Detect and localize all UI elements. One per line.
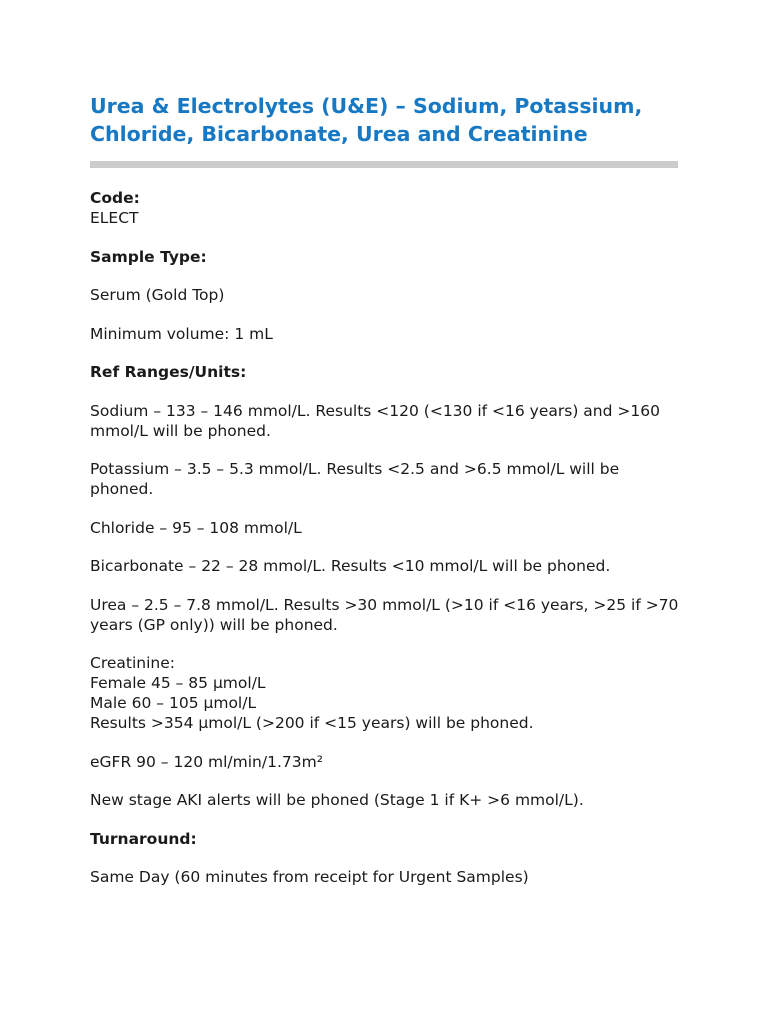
sample-type-label: Sample Type: [90,247,207,266]
ref-range-chloride: Chloride – 95 – 108 mmol/L [90,518,302,537]
code-value: ELECT [90,209,139,227]
ref-ranges-label: Ref Ranges/Units: [90,363,247,381]
ref-range-potassium: Potassium – 3.5 – 5.3 mmol/L. Results <2.5 and >6.5 mmol/L will be phoned. [90,460,620,498]
ref-range-bicarbonate: Bicarbonate – 22 – 28 mmol/L. Results <10 mmol/L will be phoned. [90,557,611,575]
creatinine-results: Results >354 µmol/L (>200 if <15 years) will be phoned. [90,714,534,732]
ref-range-egfr: eGFR 90 – 120 ml/min/1.73m² [90,752,323,771]
ref-range-urea: Urea – 2.5 – 7.8 mmol/L. Results >30 mmol/L (>10 if <16 years, >25 if >70 years (GP only)) will be phoned. [90,595,679,634]
sample-type-label-section [90,247,680,267]
code-label: Code: [90,189,140,207]
ref-range-creatinine [90,653,680,733]
document-page [90,93,680,906]
sample-type-tube: Serum (Gold Top) [90,286,225,304]
creatinine-male: Male 60 – 105 µmol/L [90,694,257,712]
sample-min-volume: Minimum volume: 1 mL [90,324,273,343]
code-section [90,188,680,228]
aki-alert-note: New stage AKI alerts will be phoned (Stage 1 if K+ >6 mmol/L). [90,791,584,809]
creatinine-heading: Creatinine: [90,654,175,672]
ref-range-sodium: Sodium – 133 – 146 mmol/L. Results <120 (<130 if <16 years) and >160 mmol/L will be phoned. [90,401,660,440]
document-body [90,188,680,887]
turnaround-label: Turnaround: [90,829,197,848]
turnaround-value: Same Day (60 minutes from receipt for Urgent Samples) [90,868,529,886]
creatinine-female: Female 45 – 85 µmol/L [90,674,266,692]
turnaround-label-section [90,829,680,849]
ref-ranges-label-section [90,362,680,382]
title-divider [90,161,678,168]
page-title: Urea & Electrolytes (U&E) – Sodium, Potassium, Chloride, Bicarbonate, Urea and Creatinine [90,94,643,146]
